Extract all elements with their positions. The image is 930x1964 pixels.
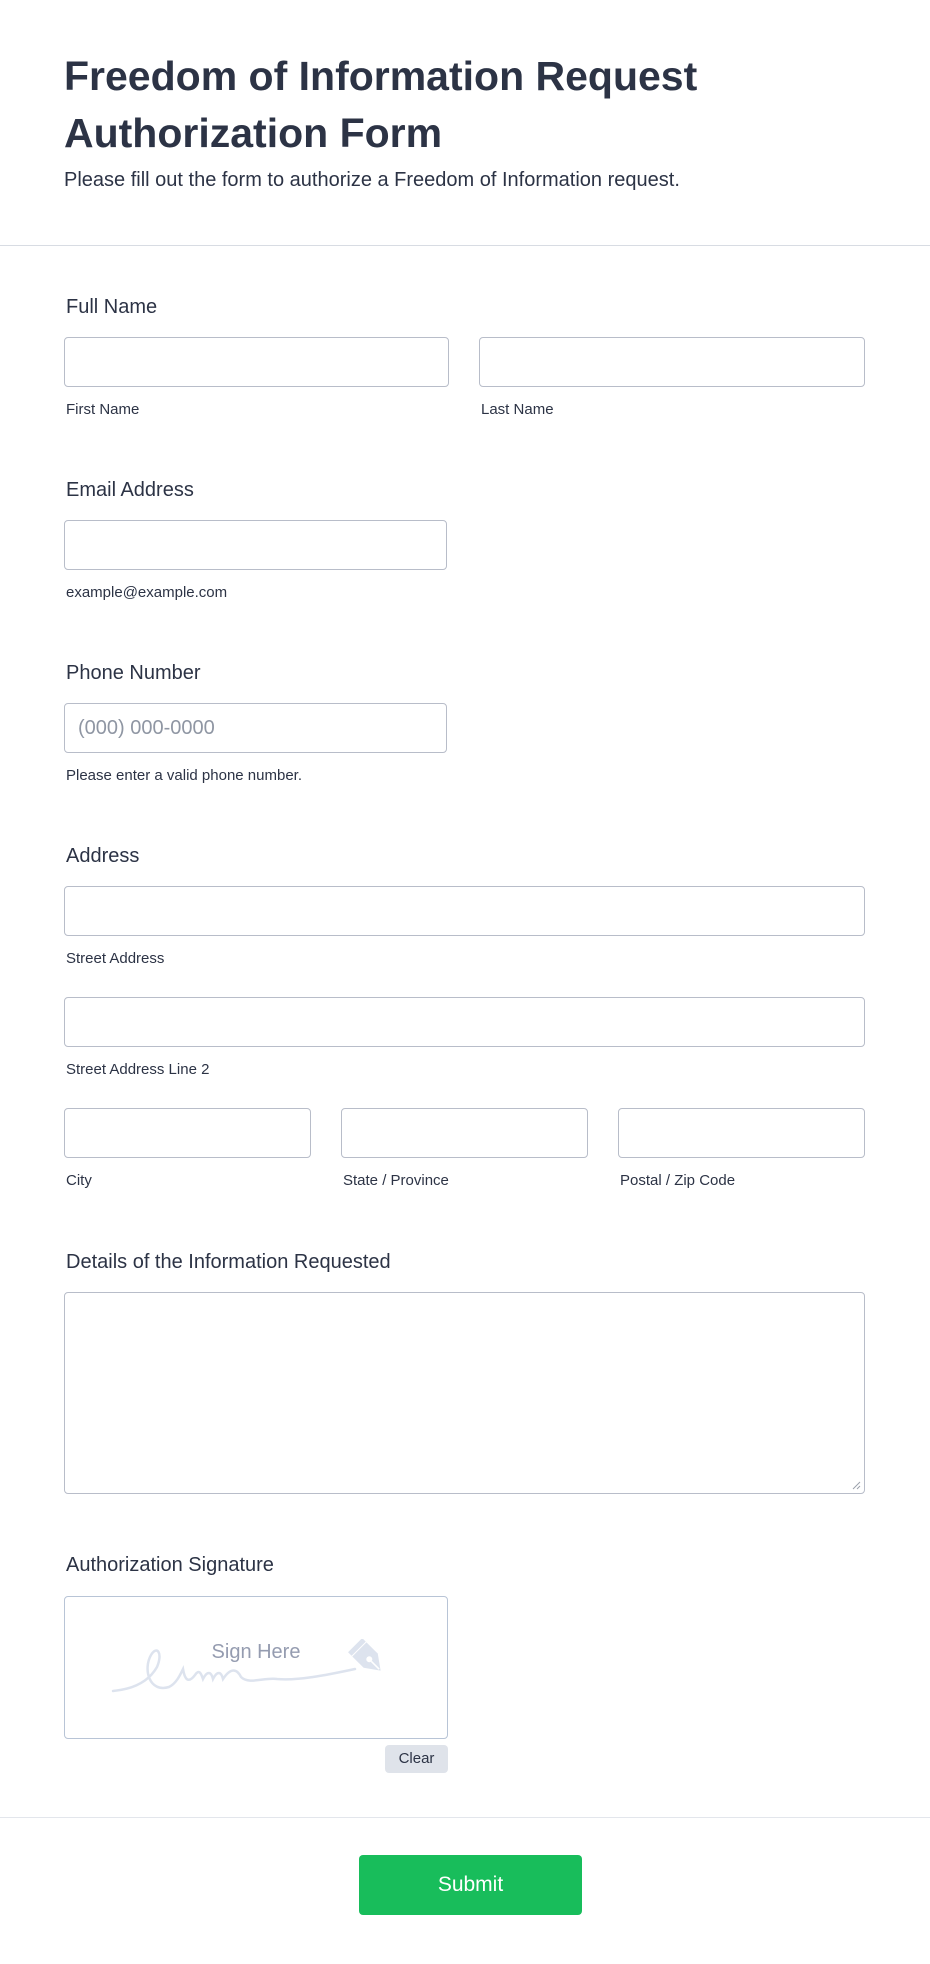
street-address-line2-input[interactable] [64,997,865,1047]
phone-label: Phone Number [66,662,201,684]
first-name-sublabel: First Name [66,401,140,418]
email-input[interactable] [64,520,447,570]
last-name-sublabel: Last Name [481,401,554,418]
phone-input[interactable] [64,703,447,753]
clear-signature-button[interactable]: Clear [385,1745,448,1773]
street-address-line2-sublabel: Street Address Line 2 [66,1061,210,1078]
city-input[interactable] [64,1108,311,1158]
divider [0,1817,930,1818]
submit-button[interactable]: Submit [359,1855,582,1915]
email-sublabel: example@example.com [66,584,228,601]
form-header [0,0,930,246]
zip-input[interactable] [618,1108,865,1158]
page-subtitle: Please fill out the form to authorize a Freedom of Information request. [64,169,680,191]
last-name-input[interactable] [479,337,865,387]
resize-handle-icon[interactable] [851,1480,861,1490]
street-address-input[interactable] [64,886,865,936]
details-label: Details of the Information Requested [66,1251,391,1273]
street-address-sublabel: Street Address [66,950,165,967]
details-textarea[interactable] [64,1292,865,1494]
first-name-input[interactable] [64,337,449,387]
state-input[interactable] [341,1108,588,1158]
state-sublabel: State / Province [343,1172,449,1189]
address-label: Address [66,845,140,867]
city-sublabel: City [66,1172,92,1189]
signature-pad[interactable] [64,1596,448,1739]
full-name-label: Full Name [66,296,158,318]
email-label: Email Address [66,479,194,501]
signature-placeholder: Sign Here [211,1641,301,1663]
page-title: Freedom of Information Request Authorization Form [64,53,698,156]
zip-sublabel: Postal / Zip Code [620,1172,736,1189]
signature-label: Authorization Signature [66,1554,274,1576]
phone-sublabel: Please enter a valid phone number. [66,767,302,784]
